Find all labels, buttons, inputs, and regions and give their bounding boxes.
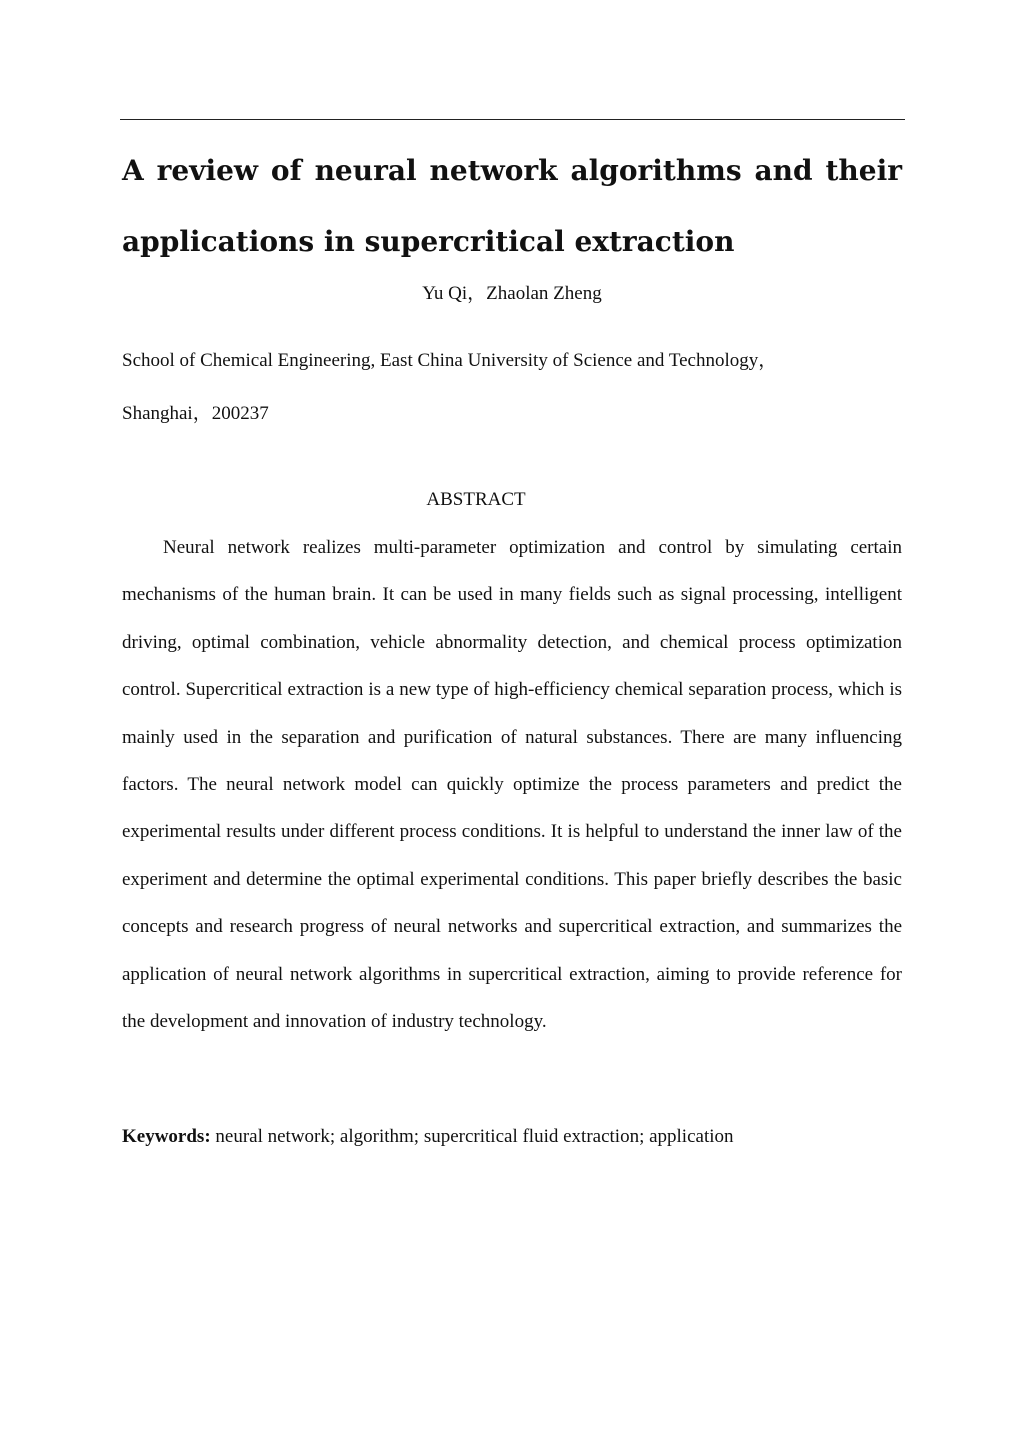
abstract-body: Neural network realizes multi-parameter optimization and control by simulating certain mechanisms of the human brain. It can be used in many fields such as signal processing, intelligent driving, optimal combination, vehicle abnormality detection, and chemical process optimization control. Supercritical extraction is a new type of high-efficiency chemical separation process, which is mainly used in the separation and purification of natural substances. There are many influencing factors. The neural network model can quickly optimize the process parameters and predict the experimental results under different process conditions. It is helpful to understand the inner law of the experiment and determine the optimal experimental conditions. This paper briefly describes the basic concepts and research progress of neural networks and supercritical extraction, and summarizes the application of neural network algorithms in supercritical extraction, aiming to provide reference for the development and innovation of industry technology. (122, 537, 902, 1033)
paper-title: A review of neural network algorithms and their applications in supercritical extraction (122, 154, 902, 258)
affiliation-line-2: Shanghai，200237 (122, 403, 269, 424)
keywords-label: Keywords: (122, 1126, 211, 1147)
keywords-list: neural network; algorithm; supercritical fluid extraction; application (210, 1126, 734, 1147)
affiliation (122, 334, 842, 440)
header-rule (120, 119, 905, 120)
author-list: Yu Qi，Zhaolan Zheng (422, 283, 602, 304)
abstract-heading: ABSTRACT (426, 489, 526, 510)
keywords (122, 1124, 902, 1150)
affiliation-line-1: School of Chemical Engineering, East China University of Science and Technology， (122, 350, 778, 371)
